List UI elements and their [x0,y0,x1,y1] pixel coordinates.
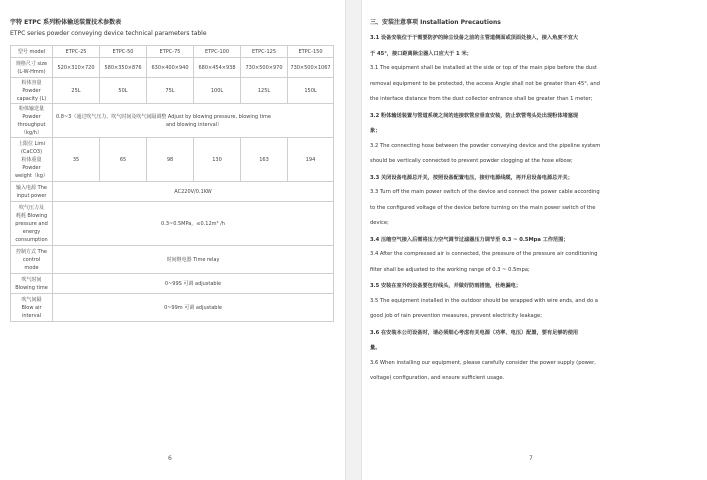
table-row-model [11,46,334,58]
size-cell: 730×500×1067 [288,58,334,78]
precaution-line: removal equipment to be protected, the access Angle shall not be greater than 45°, and [370,80,600,87]
row-label-model: 型号 model [11,46,53,58]
table-title-chinese: 宇特 ETPC 系列粉体输送装置技术参数表 [10,19,122,26]
blowing-value: 0.3~0.5MPa，≤0.12m³ /h [53,202,334,246]
control-value: 时间继电器 Time relay [53,246,334,274]
left-page [0,0,345,480]
precaution-line: 3.1 The equipment shall be installed at the side or top of the main pipe before the dust [370,65,597,71]
blow-time-value: 0~99S 可调 adjustable [53,274,334,294]
table-title-english: ETPC series powder conveying device technical parameters table [10,30,207,37]
size-cell: 580×350×876 [100,58,147,78]
capacity-cell: 75L [147,78,194,104]
right-page [362,0,707,480]
page-number: 7 [529,455,533,462]
model-cell: ETPC-50 [100,46,147,58]
weight-cell: 35 [53,138,100,182]
precaution-line: 3.1 设备安装位于于需要防护的除尘设备之前的主管道侧面或顶面处接入，接入角度不宜大 [370,35,579,41]
weight-cell: 163 [241,138,288,182]
capacity-cell: 150L [288,78,334,104]
row-label-control: 控制方式 The control mode [11,246,53,274]
row-label-interval: 吹气间隔 Blow air interval [11,294,53,322]
capacity-cell: 125L [241,78,288,104]
table-row-power [11,182,334,202]
precaution-line: 3.4 压缩空气接入后需将压力空气调节过滤器压力调节至 0.3 ~ 0.5Mpa 工作范围； [370,236,569,243]
interval-value: 0~99m 可调 adjustable [53,294,334,322]
size-cell: 630×400×940 [147,58,194,78]
table-row-blowing [11,202,334,246]
page-number: 6 [168,455,172,462]
precaution-line: the interface distance from the dust collector entrance shall be greater than 1 meter; [370,96,593,102]
size-cell: 730×500×970 [241,58,288,78]
table-row-weight [11,138,334,182]
model-cell: ETPC-25 [53,46,100,58]
row-label-weight: 上限位 Limi (CaCO3) 粉体重量 Powder weight（kg） [11,138,53,182]
precaution-line: 3.6 在安装本公司设备时，请必须细心考虑有关电源（功率、电压）配置，要有足够的使用 [370,329,579,336]
size-cell: 680×454×938 [194,58,241,78]
row-label-capacity: 粉体容量 Powder capacity (L) [11,78,53,104]
precaution-line: 于 45°，接口距离除尘器入口应大于 1 米； [370,50,472,57]
size-cell: 520×310×720 [53,58,100,78]
model-cell: ETPC-125 [241,46,288,58]
precaution-line: 3.5 安装在室外的设备要包好线头，并做好防雨措施，杜绝漏电； [370,283,522,289]
precaution-line: to the configured voltage of the device before turning on the main power switch of the [370,204,596,211]
page-gutter [345,0,362,480]
precaution-line: filter shall be adjusted to the working range of 0.3 ~ 0.5mpa; [370,266,530,273]
precaution-line: 量。 [370,345,381,351]
precaution-line: good job of rain prevention measures, prevent electricity leakage; [370,313,542,319]
precaution-line: 3.3 Turn off the main power switch of the device and connect the power cable according [370,189,600,195]
throughput-value: 0.8~3（通过吹气压力、吹气时间及吹气间隔调整 Adjust by blowing pressure, blowing time and blowing interval） [53,104,334,138]
row-label-blow-time: 吹气时间 Blowing time [11,274,53,294]
power-value: AC220V/0.1KW [53,182,334,202]
weight-cell: 130 [194,138,241,182]
precaution-line: 3.2 The connecting hose between the powder conveying device and the pipeline system [370,142,601,149]
precaution-line: voltage) configuration, and ensure sufficient usage. [370,375,505,381]
precaution-line: device; [370,220,389,226]
table-row-control [11,246,334,274]
table-row-blow-time [11,274,334,294]
capacity-cell: 50L [100,78,147,104]
table-row-capacity [11,78,334,104]
weight-cell: 194 [288,138,334,182]
model-cell: ETPC-100 [194,46,241,58]
precaution-line: 象； [370,128,381,134]
model-cell: ETPC-150 [288,46,334,58]
table-row-interval [11,294,334,322]
precaution-line: 3.5 The equipment installed in the outdoor should be wrapped with wire ends, and do a [370,297,598,304]
row-label-power: 输入电源 The input power [11,182,53,202]
weight-cell: 65 [100,138,147,182]
weight-cell: 98 [147,138,194,182]
capacity-cell: 25L [53,78,100,104]
table-row-throughput [11,104,334,138]
row-label-size: 规格尺寸 size (L-W-Hmm) [11,58,53,78]
model-cell: ETPC-75 [147,46,194,58]
precaution-line: should be vertically connected to prevent powder clogging at the hose elbow; [370,158,573,164]
row-label-blowing: 吹气压力及 耗耗 Blowing pressure and energy consumption [11,202,53,246]
precaution-line: 3.3 关闭设备电源总开关，按照设备配置电压，接好电源线缆，再开启设备电源总开关； [370,174,573,181]
capacity-cell: 100L [194,78,241,104]
precaution-line: 3.2 粉体输送装置与管道系统之间的连接软管应垂直安装，防止软管弯头处出现粉体堵塞现 [370,112,579,119]
table-row-size [11,58,334,78]
row-label-throughput: 粉体输送量 Powder throughput （kg/h） [11,104,53,138]
section-heading: 三、安装注意事项 Installation Precautions [370,19,501,26]
precaution-line: 3.6 When installing our equipment, please carefully consider the power supply (power, [370,359,596,366]
technical-parameters-table [10,45,334,322]
precaution-line: 3.4 After the compressed air is connected, the pressure of the pressure air conditioning [370,251,598,257]
